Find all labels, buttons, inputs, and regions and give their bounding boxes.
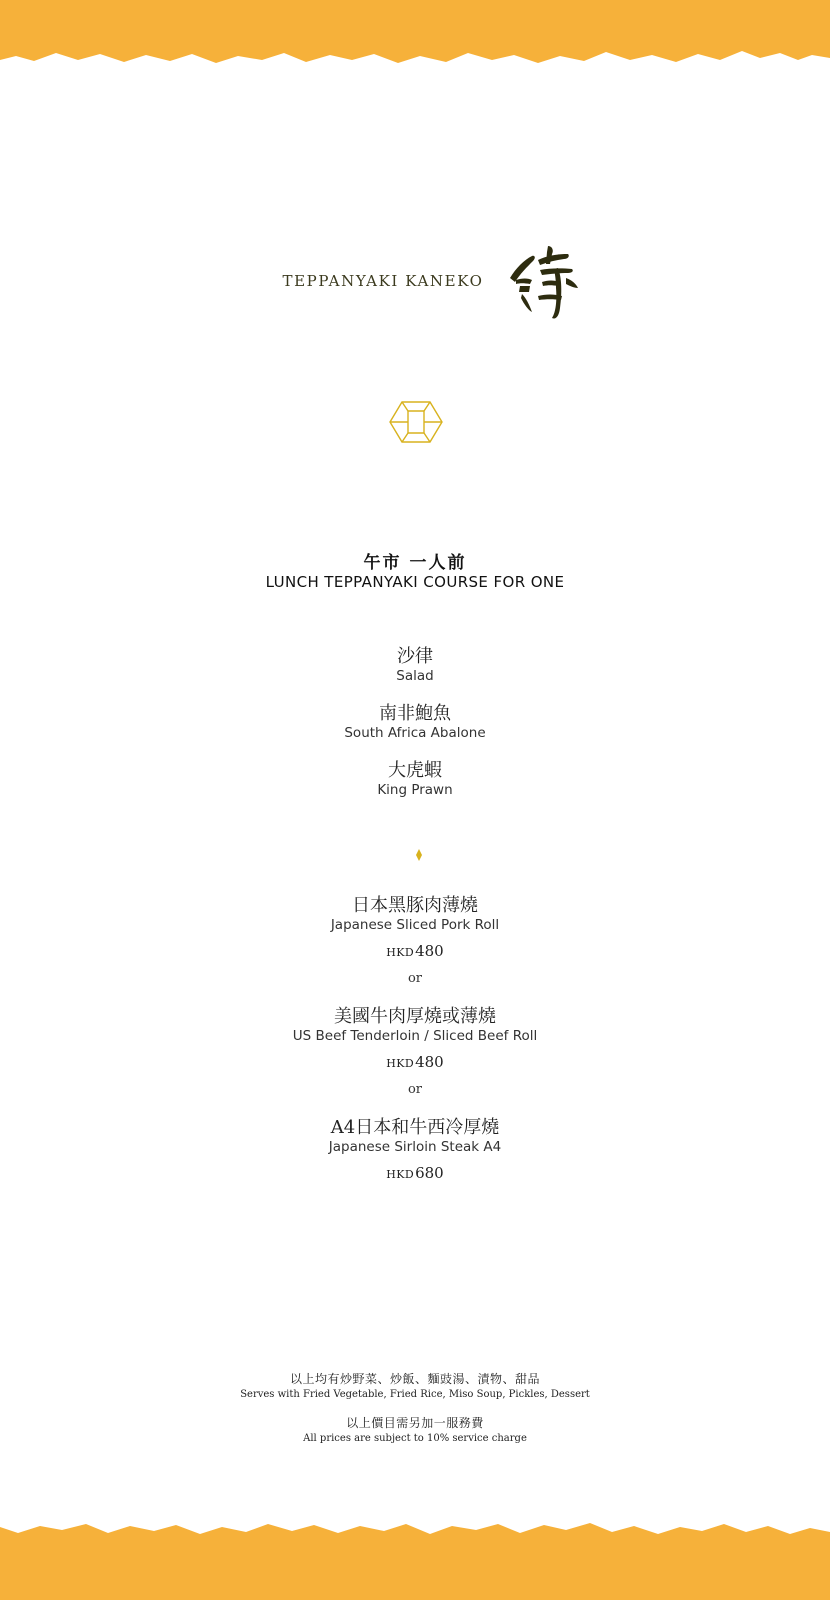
main-course-name-en: Japanese Sliced Pork Roll [330,917,500,933]
top-decorative-band [0,0,830,72]
starter-name-en: King Prawn [377,782,453,798]
price-amount: 480 [415,942,444,960]
service-charge-note-zh: 以上價目需另加一服務費 [346,1416,484,1430]
starter-name-en: Salad [396,668,434,684]
main-course-price [0,1053,830,1071]
starter-name-zh: 大虎蝦 [388,760,442,781]
main-course-name-en: US Beef Tenderloin / Sliced Beef Roll [292,1028,538,1044]
main-course-price [0,1164,830,1182]
main-course-name-zh: 日本黑豚肉薄燒 [352,895,478,916]
or-separator: or [407,1082,423,1097]
price-currency: HKD [386,946,415,959]
price-currency: HKD [386,1057,415,1070]
starter-name-en: South Africa Abalone [344,725,486,741]
diamond-divider-icon [416,846,422,858]
price-amount: 480 [415,1053,444,1071]
main-course-price [0,942,830,960]
starter-name-zh: 南非鮑魚 [379,703,451,724]
service-charge-note-en: All prices are subject to 10% service charge [303,1433,527,1444]
brand-name: TEPPANYAKI KANEKO [282,272,484,290]
course-title-zh: 午市 一人前 [363,553,467,573]
price-currency: HKD [386,1168,415,1181]
starter-name-zh: 沙律 [397,646,433,667]
bottom-decorative-band [0,1518,830,1600]
brand-header [0,238,830,324]
price-amount: 680 [415,1164,444,1182]
gold-cube-icon [388,400,444,444]
main-course-name-en: Japanese Sirloin Steak A4 [328,1139,502,1155]
serves-note-zh: 以上均有炒野菜、炒飯、麵豉湯、漬物、甜品 [289,1372,540,1386]
or-separator: or [407,971,423,986]
kaneko-calligraphy-seal-icon [502,238,588,324]
course-title-en: LUNCH TEPPANYAKI COURSE FOR ONE [265,573,565,591]
serves-note-en: Serves with Fried Vegetable, Fried Rice, Miso Soup, Pickles, Dessert [240,1389,590,1400]
main-course-name-zh: 美國牛肉厚燒或薄燒 [334,1006,496,1027]
main-course-name-zh: A4日本和牛西冷厚燒 [330,1117,500,1138]
